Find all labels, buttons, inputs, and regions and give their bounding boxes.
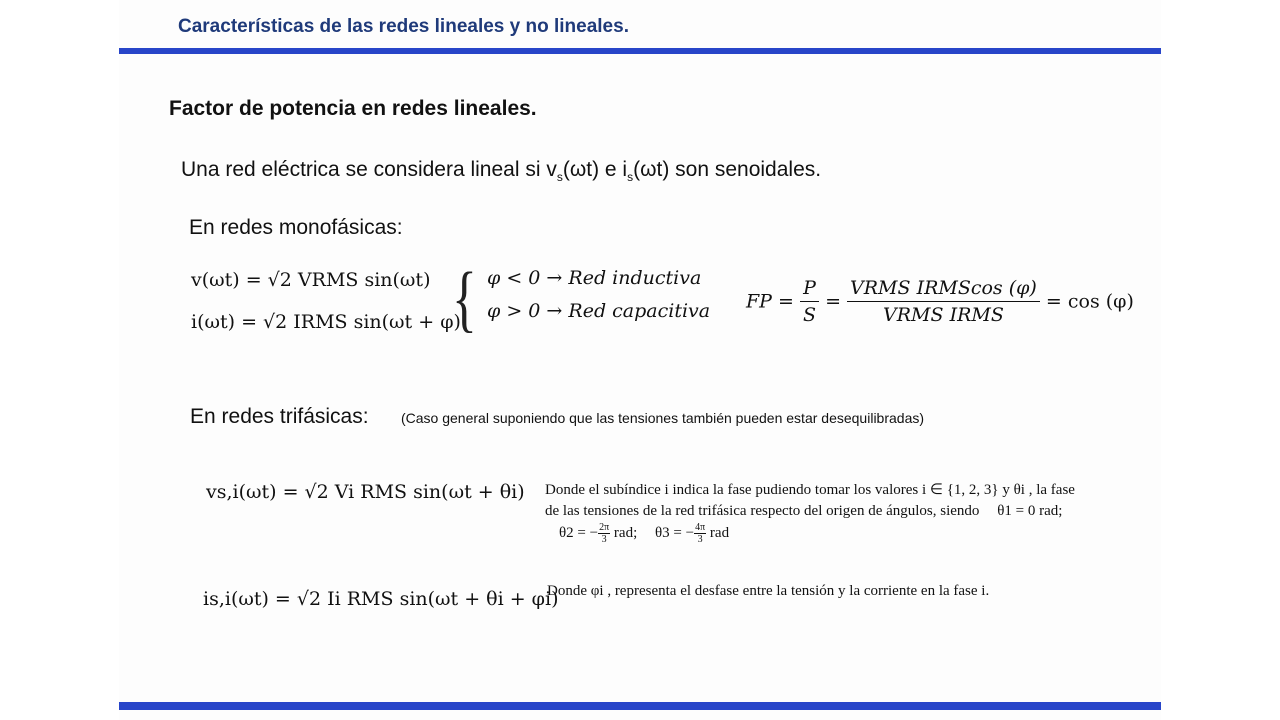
theta-3 xyxy=(655,522,730,545)
intro-sub-2: s xyxy=(627,170,634,184)
theta-2-label: θ2 = − xyxy=(559,524,599,541)
intro-sentence xyxy=(181,158,821,182)
tri-current-equation: is,i(ωt) = √2 Ii RMS sin(ωt + θi + φi) xyxy=(203,588,559,610)
mono-voltage-equation: v(ωt) = √2 VRMS sin(ωt) xyxy=(191,269,431,291)
power-factor-formula: FP = $\frac{P}{S}$ = $\frac{\text{VRMS IRMScos (φ)}}{\text{VRMS IRMS}}$ = cos (φ) xyxy=(746,277,1134,326)
fp-main-fraction xyxy=(847,277,1040,326)
cases-brace: { xyxy=(452,258,477,340)
tri-current-description: Donde φi , representa el desfase entre la tensión y la corriente en la fase i. xyxy=(547,583,990,599)
case-capacitiva: φ > 0 → Red capacitiva xyxy=(487,300,711,322)
theta-2-fraction xyxy=(598,522,610,545)
fp-rhs: = cos (φ) xyxy=(1045,290,1134,313)
fp-denominator: VRMS IRMS xyxy=(883,304,1004,326)
theta-1: θ1 = 0 rad; xyxy=(997,503,1063,519)
fp-p-over-s xyxy=(800,277,819,326)
intro-prefix: Una red eléctrica se considera lineal si v xyxy=(181,158,557,181)
theta-3-fraction xyxy=(694,522,706,545)
header-accent-bar xyxy=(119,48,1161,54)
intro-suffix: (ωt) son senoidales. xyxy=(633,158,822,181)
theta-2 xyxy=(559,522,638,545)
fp-lhs: FP = xyxy=(746,290,794,313)
slide-header-title: Características de las redes lineales y no lineales. xyxy=(178,16,629,37)
tri-voltage-desc-text: Donde el subíndice i indica la fase pudiendo tomar los valores i ∈ {1, 2, 3} y θi , la fase de las tensiones de la red trifásica respecto del origen de ángulos, siendo xyxy=(545,482,1075,519)
section-title: Factor de potencia en redes lineales. xyxy=(169,97,537,120)
theta-3-den: 3 xyxy=(697,534,703,545)
theta-3-label: θ3 = − xyxy=(655,524,695,541)
tri-voltage-equation: vs,i(ωt) = √2 Vi RMS sin(ωt + θi) xyxy=(206,481,525,503)
monofasicas-heading: En redes monofásicas: xyxy=(189,216,403,239)
theta-2-num: 2π xyxy=(599,522,610,533)
tri-voltage-description xyxy=(545,480,1085,545)
theta-2-den: 3 xyxy=(601,534,607,545)
fp-p: P xyxy=(800,277,819,302)
trifasicas-note: (Caso general suponiendo que las tensiones también pueden estar desequilibradas) xyxy=(401,410,925,426)
theta-3-num: 4π xyxy=(695,522,706,533)
case-inductiva: φ < 0 → Red inductiva xyxy=(487,267,702,289)
theta-3-unit: rad xyxy=(709,524,730,541)
intro-sub-1: s xyxy=(556,170,563,184)
trifasicas-heading: En redes trifásicas: xyxy=(190,405,369,428)
fp-numerator: VRMS IRMScos (φ) xyxy=(847,277,1040,302)
theta-2-unit: rad; xyxy=(613,524,638,541)
mono-current-equation: i(ωt) = √2 IRMS sin(ωt + φ) xyxy=(191,311,461,333)
fp-s: S xyxy=(802,304,817,326)
footer-accent-bar xyxy=(119,702,1161,710)
intro-middle: (ωt) e i xyxy=(562,158,628,181)
